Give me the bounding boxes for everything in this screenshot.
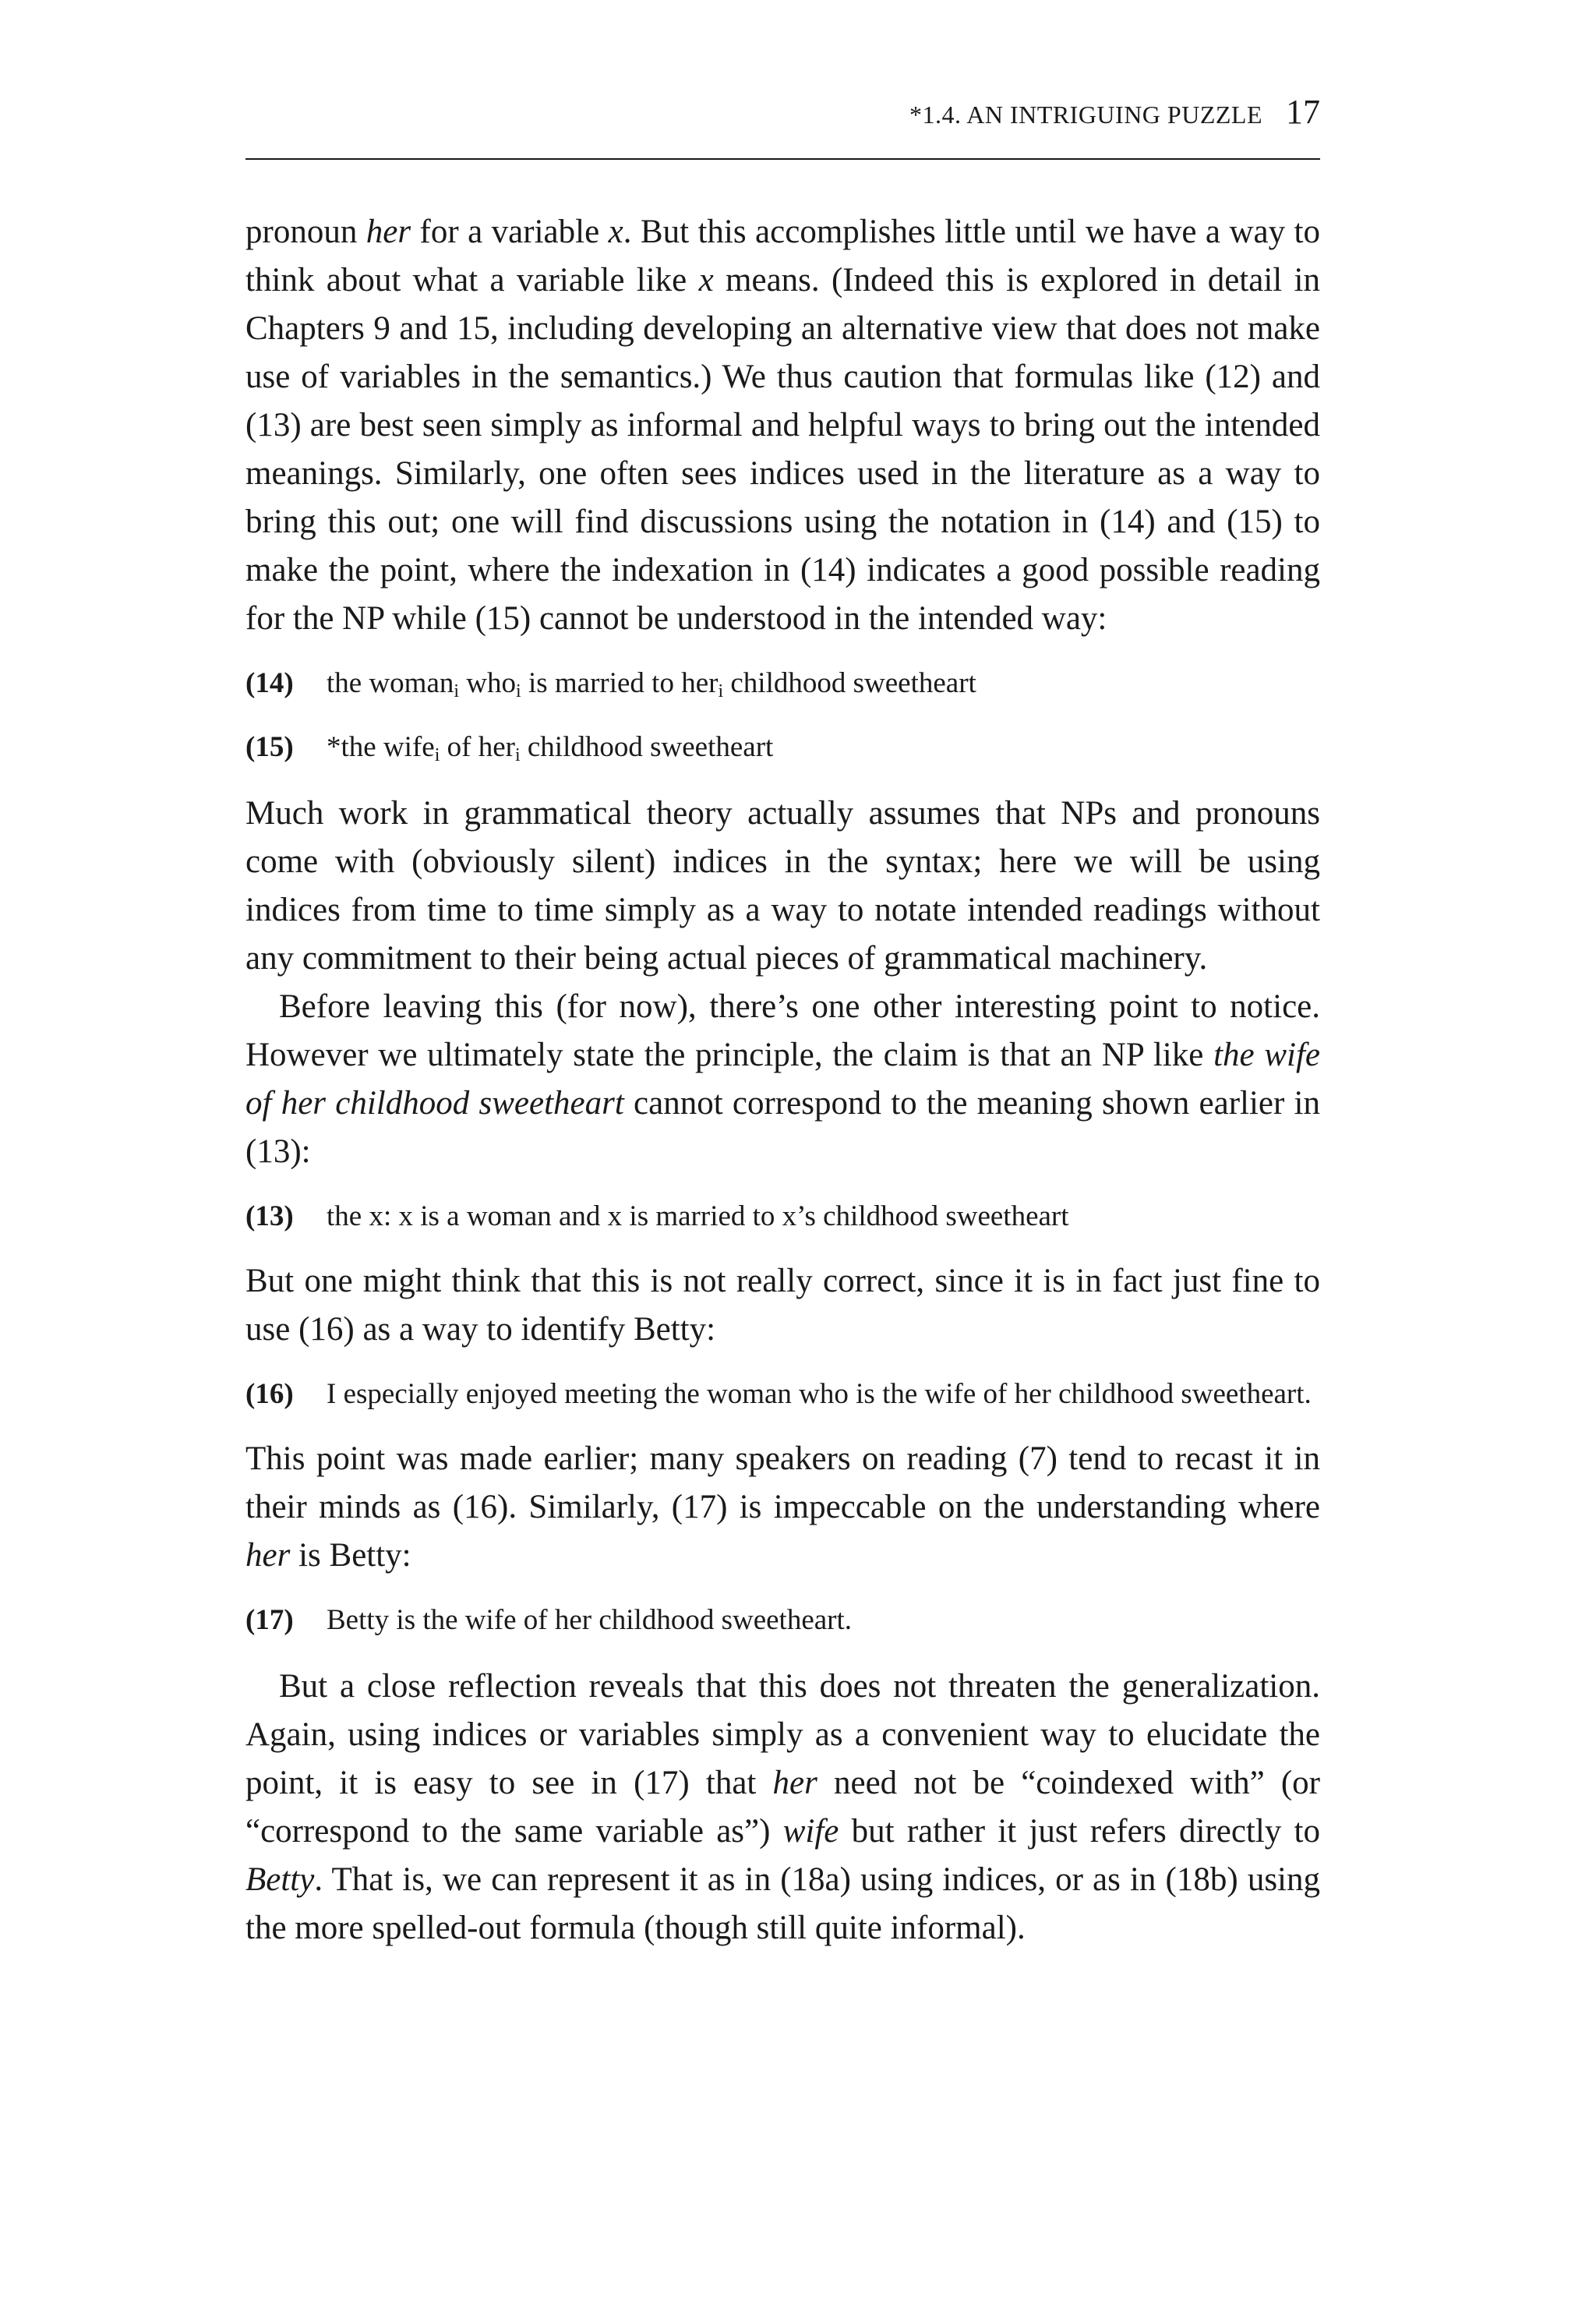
running-head xyxy=(909,92,1320,132)
example-text: Betty is the wife of her childhood sweetheart. xyxy=(327,1604,853,1636)
example-number: (13) xyxy=(245,1200,294,1232)
paragraph-1: pronoun her for a variable x. But this accomplishes little until we have a way to think about what a variable like x means. (Indeed this is explored in detail in Chapters 9 and 15, including developing an alternative view that does not make use of variables in the semantics.) We thus caution that formulas like (12) and (13) are best seen simply as informal and helpful ways to bring out the intended meanings. Similarly, one often sees indices used in the literature as a way to bring this out; one will find discussions using the notation in (14) and (15) to make the point, where the indexation in (14) indicates a good possible reading for the NP while (15) cannot be understood in the intended way: xyxy=(245,214,1321,637)
example-number: (15) xyxy=(245,731,294,763)
example-13 xyxy=(245,1195,1320,1239)
example-number: (17) xyxy=(245,1604,294,1636)
example-text: the x: x is a woman and x is married to x’s childhood sweetheart xyxy=(327,1200,1069,1232)
paragraph-2: Much work in grammatical theory actually assumes that NPs and pronouns come with (obviously silent) indices in the syntax; here we will be using indices from time to time simply as a way to notate intended readings without any commitment to their being actual pieces of grammatical machinery. xyxy=(245,795,1320,977)
page-number: 17 xyxy=(1286,93,1320,131)
paragraph-6: But a close reflection reveals that this does not threaten the generalization. Again, using indices or variables simply as a convenient way to elucidate the point, it is easy to see in (17) that her need not be “coindexed with” (or “correspond to the same variable as”) wife but rather it just refers directly to Betty. That is, we can represent it as in (18a) using indices, or as in (18b) using the more spelled-out formula (though still quite informal). xyxy=(245,1668,1320,1946)
example-text: the woman$_i$ who$_i$ is married to her$_i$ childhood sweetheart xyxy=(327,667,976,701)
example-14 xyxy=(245,662,1320,705)
body-text xyxy=(245,208,1320,1952)
example-16 xyxy=(245,1373,1320,1416)
example-number: (16) xyxy=(245,1378,294,1410)
example-number: (14) xyxy=(245,667,294,699)
paragraph-5: This point was made earlier; many speakers on reading (7) tend to recast it in their minds as (16). Similarly, (17) is impeccable on the understanding where her is Betty: xyxy=(245,1440,1320,1574)
example-17 xyxy=(245,1599,1320,1642)
example-text: I especially enjoyed meeting the woman who is the wife of her childhood sweetheart. xyxy=(327,1378,1312,1410)
example-15 xyxy=(245,726,1320,769)
paragraph-3: Before leaving this (for now), there’s one other interesting point to notice. However we ultimately state the principle, the claim is that an NP like the wife of her childhood sweetheart cannot correspond to the meaning shown earlier in (13): xyxy=(245,988,1321,1170)
paragraph-4: But one might think that this is not really correct, since it is in fact just fine to use (16) as a way to identify Betty: xyxy=(245,1263,1320,1348)
example-text: *the wife$_i$ of her$_i$ childhood sweetheart xyxy=(327,731,774,765)
header-rule xyxy=(245,158,1320,160)
section-title: *1.4. AN INTRIGUING PUZZLE xyxy=(909,101,1262,129)
